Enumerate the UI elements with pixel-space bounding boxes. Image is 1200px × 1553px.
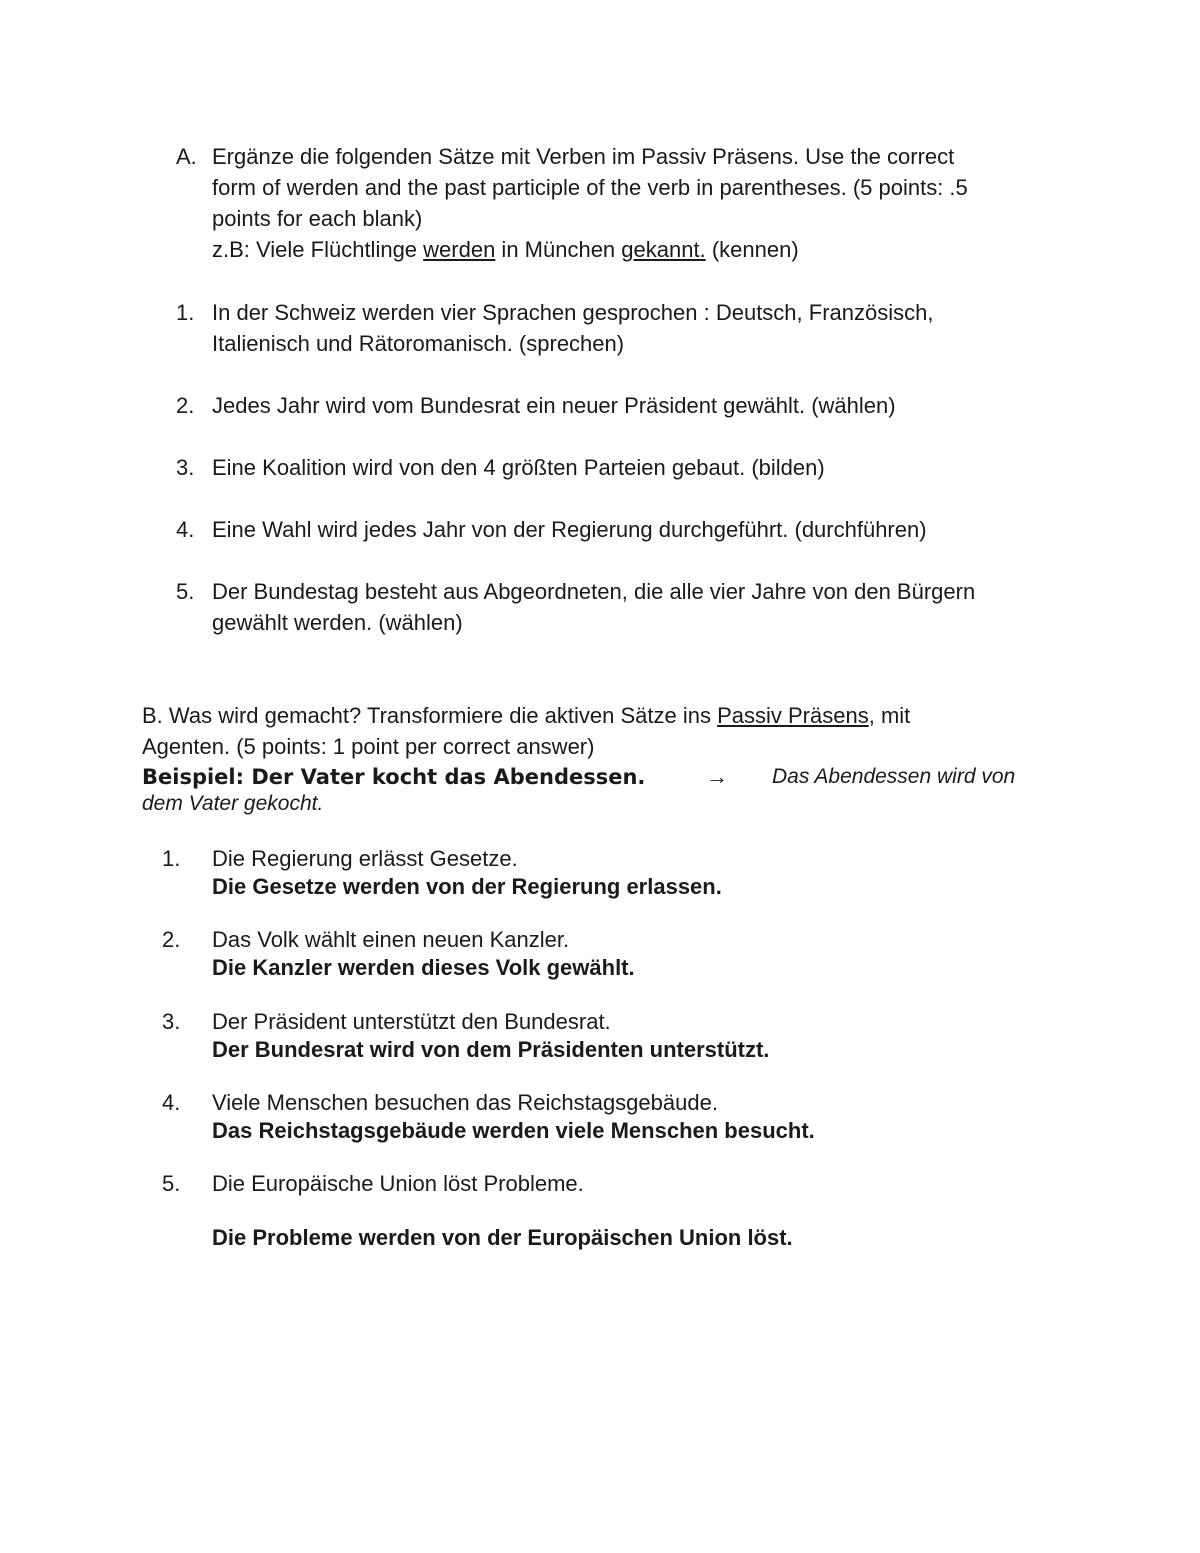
section-b-intro-underlined: Passiv Präsens xyxy=(717,703,869,728)
b-item-3-answer: Der Bundesrat wird von dem Präsidenten unterstützt. xyxy=(212,1037,770,1062)
a-item-3-number: 3. xyxy=(176,455,195,480)
a-item-3 xyxy=(212,452,1042,483)
a-item-4-number: 4. xyxy=(176,517,195,542)
a-item-1-number: 1. xyxy=(176,300,195,325)
section-b-intro-start: B. Was wird gemacht? Transformiere die aktiven Sätze ins xyxy=(142,703,718,728)
section-a-instruction-line-1: Ergänze die folgenden Sätze mit Verben im Passiv Präsens. Use the correct xyxy=(212,144,955,169)
b-item-4 xyxy=(212,1089,1042,1145)
b-item-3-active: Der Präsident unterstützt den Bundesrat. xyxy=(212,1009,611,1034)
example-blank-gekannt: gekannt xyxy=(621,237,700,262)
a-item-5 xyxy=(212,576,1042,638)
beispiel-result: Das Abendessen wird von xyxy=(772,765,1016,788)
b-item-4-number: 4. xyxy=(162,1090,181,1115)
a-item-3-line-1: Eine Koalition wird von den 4 größten Parteien gebaut. (bilden) xyxy=(212,455,825,480)
b-item-5-number: 5. xyxy=(162,1171,181,1196)
section-b-intro xyxy=(142,700,1042,762)
section-a-example xyxy=(212,234,1042,265)
b-item-4-answer: Das Reichstagsgebäude werden viele Menschen besucht. xyxy=(212,1118,815,1143)
beispiel-label: Beispiel: Der Vater kocht das Abendessen. xyxy=(142,765,646,789)
a-item-1 xyxy=(212,297,1042,359)
beispiel-result-continued: dem Vater gekocht. xyxy=(142,792,324,815)
b-item-3-number: 3. xyxy=(162,1009,181,1034)
b-item-5-answer: Die Probleme werden von der Europäischen Union löst. xyxy=(212,1225,793,1250)
arrow-icon: → xyxy=(706,764,728,789)
a-item-1-line-1: In der Schweiz werden vier Sprachen gesprochen : Deutsch, Französisch, xyxy=(212,300,934,325)
beispiel-row xyxy=(142,763,1062,791)
a-item-5-line-1: Der Bundestag besteht aus Abgeordneten, die alle vier Jahre von den Bürgern xyxy=(212,579,976,604)
b-item-4-active: Viele Menschen besuchen das Reichstagsgebäude. xyxy=(212,1090,718,1115)
b-item-1-active: Die Regierung erlässt Gesetze. xyxy=(212,846,518,871)
b-item-1 xyxy=(212,845,1042,901)
a-item-5-number: 5. xyxy=(176,579,195,604)
a-item-2 xyxy=(212,390,1042,421)
b-item-2-answer: Die Kanzler werden dieses Volk gewählt. xyxy=(212,955,635,980)
a-item-2-line-1: Jedes Jahr wird vom Bundesrat ein neuer Präsident gewählt. (wählen) xyxy=(212,393,896,418)
section-a-instructions xyxy=(212,141,1042,265)
a-item-1-line-2: Italienisch und Rätoromanisch. (sprechen) xyxy=(212,331,625,356)
section-a-instruction-line-2: form of werden and the past participle of the verb in parentheses. (5 points: .5 xyxy=(212,175,968,200)
example-blank-werden: werden xyxy=(423,237,496,262)
b-item-2-active: Das Volk wählt einen neuen Kanzler. xyxy=(212,927,570,952)
b-item-5-active: Die Europäische Union löst Probleme. xyxy=(212,1171,584,1196)
example-suffix: (kennen) xyxy=(705,237,799,262)
section-a-instruction-line-3: points for each blank) xyxy=(212,206,423,231)
section-b-intro-end: , mit xyxy=(868,703,911,728)
section-b-intro-line-2: Agenten. (5 points: 1 point per correct answer) xyxy=(142,734,595,759)
b-item-5 xyxy=(212,1170,1042,1198)
example-blank-period: . xyxy=(699,237,706,262)
example-middle: in München xyxy=(495,237,622,262)
a-item-5-line-2: gewählt werden. (wählen) xyxy=(212,610,463,635)
b-item-2-number: 2. xyxy=(162,927,181,952)
b-item-2 xyxy=(212,926,1042,982)
section-a-marker: A. xyxy=(176,144,197,169)
a-item-4 xyxy=(212,514,1042,545)
b-item-3 xyxy=(212,1008,1042,1064)
a-item-2-number: 2. xyxy=(176,393,195,418)
a-item-4-line-1: Eine Wahl wird jedes Jahr von der Regierung durchgeführt. (durchführen) xyxy=(212,517,927,542)
b-item-1-number: 1. xyxy=(162,846,181,871)
example-prefix: z.B: Viele Flüchtlinge xyxy=(212,237,424,262)
section-b-intro-line-1 xyxy=(142,700,1042,731)
b-item-1-answer: Die Gesetze werden von der Regierung erlassen. xyxy=(212,874,722,899)
